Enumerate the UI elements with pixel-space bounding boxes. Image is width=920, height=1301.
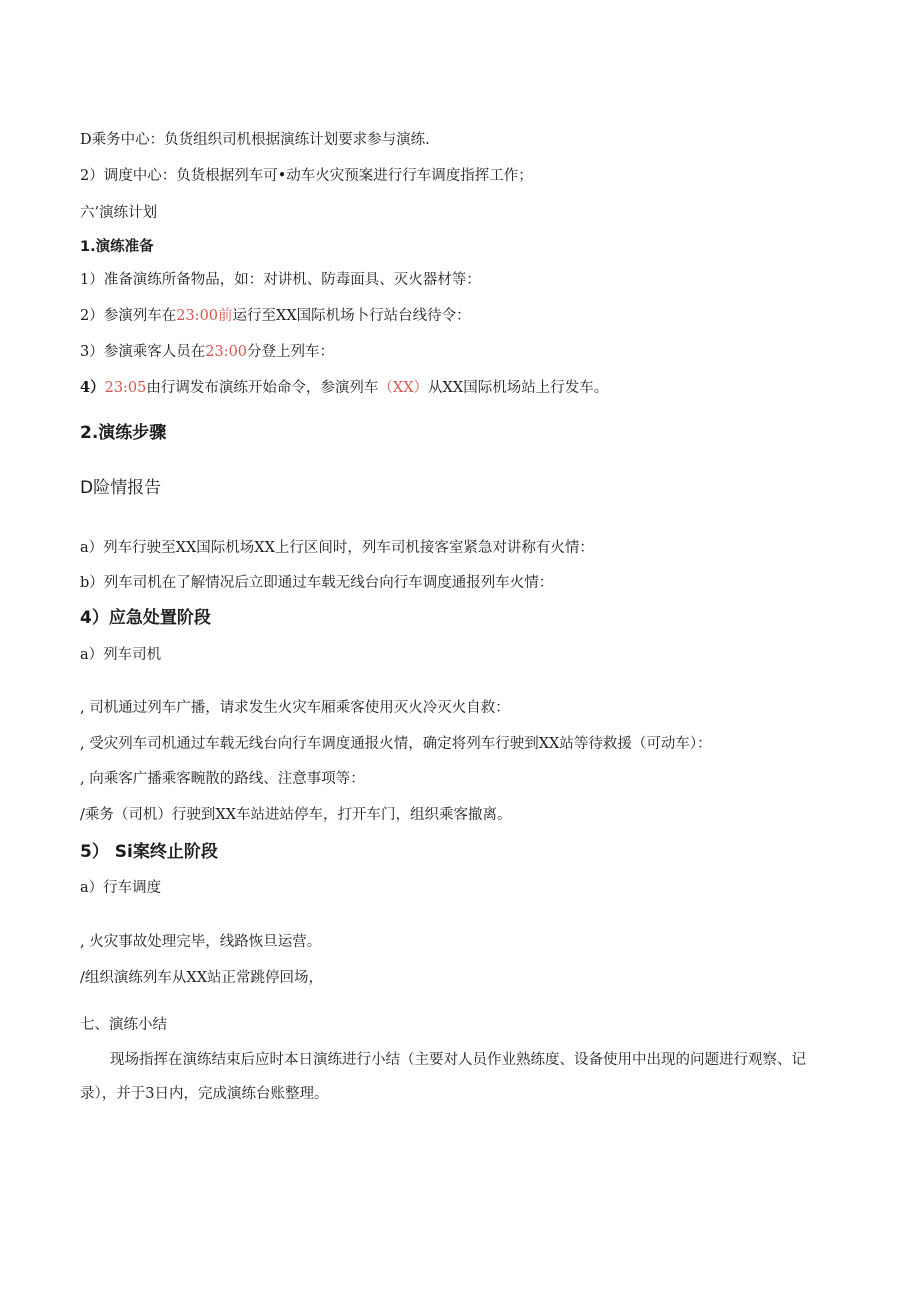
summary-paragraph: 现场指挥在演练结束后应时本日演练进行小结（主要对人员作业熟练度、设备使用中出现的问题进行观察、记录），并于3日内，完成演练台账整理。 (80, 1052, 806, 1102)
section-heading-7: 七、演练小结 (80, 1017, 167, 1033)
text-line-21: , 火灾事故处理完毕，线路恢旦运营。 (80, 934, 322, 950)
text-line-11: a）列车行驶至XX国际机场XX上行区间时，列车司机接客室紧急对讲称有火情： (80, 540, 594, 556)
highlight-train-id: （XX） (378, 380, 429, 396)
text-segment: 从XX国际机场站上行发车。 (428, 380, 609, 396)
text-line-12: b）列车司机在了解情况后立即通过车载无线台向行车调度通报列车火情： (80, 575, 554, 591)
subheading-danger-report: D险情报告 (80, 478, 162, 498)
subheading-termination: 5） Si案终止阶段 (80, 842, 218, 862)
text-line-1: D乘务中心：负货组织司机根据演练计划要求参与演练. (80, 132, 430, 148)
text-line-18: /乘务（司机）行驶到XX车站进站停车，打开车门，组织乘客撤离。 (80, 807, 512, 823)
text-line-5: 1）准备演练所备物品，如：对讲机、防毒面具、灭火器材等： (80, 272, 481, 288)
highlight-time: 23:00 (205, 344, 248, 360)
text-segment: 3）参演乘客人员在 (80, 344, 206, 360)
text-segment: 由行调发布演练开始命令，参演列车 (146, 380, 379, 396)
highlight-time: 23:00前 (176, 308, 233, 324)
text-line-6 (80, 306, 471, 326)
text-segment: 4） (80, 379, 105, 396)
text-line-8 (80, 378, 608, 398)
text-line-20: a）行车调度 (80, 880, 162, 896)
highlight-time: 23:05 (104, 380, 147, 396)
text-segment: 分登上列车： (247, 344, 335, 360)
text-line-14: a）列车司机 (80, 647, 162, 663)
text-line-2: 2）调度中心：负货根据列车可•动车火灾预案进行行车调度指挥工作； (80, 168, 533, 184)
text-line-16: , 受灾列车司机通过车载无线台向行车调度通报火情，确定将列车行驶到XX站等待救援（可动车）： (80, 736, 712, 752)
subheading-preparation: 1.演练准备 (80, 239, 154, 255)
text-line-15: , 司机通过列车广播，请求发生火灾车厢乘客使用灭火冷灭火自救： (80, 700, 510, 716)
text-segment: 运行至XX国际机场卜行站台线待令： (232, 308, 471, 324)
section-heading-6: 六’演练计划 (80, 205, 158, 221)
text-line-22: /组织演练列车从XX站正常跳停回场， (80, 970, 324, 986)
text-segment: 2）参演列车在 (80, 308, 177, 324)
text-line-17: , 向乘客广播乘客畹散的路线、注意事项等： (80, 771, 365, 787)
subheading-emergency: 4）应急处置阶段 (80, 608, 211, 628)
subheading-steps: 2.演练步骤 (80, 423, 167, 443)
text-line-7 (80, 342, 334, 362)
